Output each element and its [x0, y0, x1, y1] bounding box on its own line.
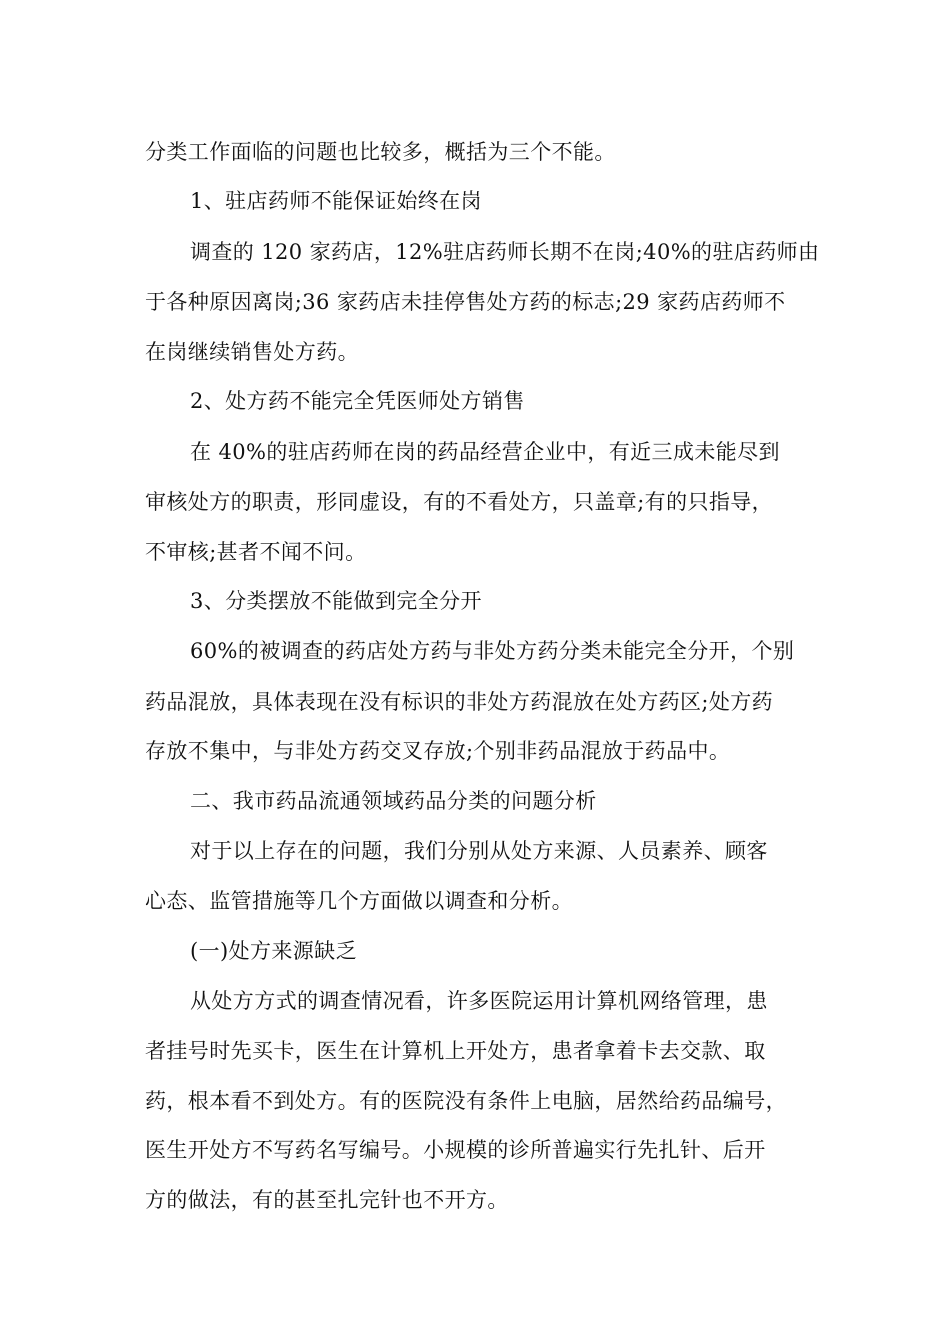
text-line: 不审核;甚者不闻不问。 [145, 540, 367, 564]
text-line: 者挂号时先买卡，医生在计算机上开处方，患者拿着卡去交款、取 [145, 1039, 766, 1063]
section-heading: 2、处方药不能完全凭医师处方销售 [190, 389, 525, 413]
text-line: 药品混放，具体表现在没有标识的非处方药混放在处方药区;处方药 [145, 690, 774, 714]
section-heading: 3、分类摆放不能做到完全分开 [190, 589, 482, 613]
text-line: 方的做法，有的甚至扎完针也不开方。 [145, 1188, 509, 1212]
text-line: 调查的 120 家药店，12%驻店药师长期不在岗;40%的驻店药师由 [190, 240, 820, 264]
text-line: 分类工作面临的问题也比较多，概括为三个不能。 [145, 140, 616, 164]
text-line: 心态、监管措施等几个方面做以调查和分析。 [145, 889, 573, 913]
text-line: 60%的被调查的药店处方药与非处方药分类未能完全分开，个别 [190, 639, 795, 663]
section-heading: 1、驻店药师不能保证始终在岗 [190, 189, 482, 213]
section-heading: 二、我市药品流通领域药品分类的问题分析 [190, 789, 597, 813]
text-line: 对于以上存在的问题，我们分别从处方来源、人员素养、顾客 [190, 839, 768, 863]
text-line: 审核处方的职责，形同虚设，有的不看处方，只盖章;有的只指导， [145, 490, 774, 514]
text-line: 在 40%的驻店药师在岗的药品经营企业中，有近三成未能尽到 [190, 440, 780, 464]
text-line: 医生开处方不写药名写编号。小规模的诊所普遍实行先扎针、后开 [145, 1138, 766, 1162]
text-line: 在岗继续销售处方药。 [145, 340, 359, 364]
text-line: 从处方方式的调查情况看，许多医院运用计算机网络管理，患 [190, 989, 768, 1013]
section-heading: (一)处方来源缺乏 [190, 939, 357, 963]
text-line: 存放不集中，与非处方药交叉存放;个别非药品混放于药品中。 [145, 739, 731, 763]
text-line: 于各种原因离岗;36 家药店未挂停售处方药的标志;29 家药店药师不 [145, 290, 786, 314]
text-line: 药，根本看不到处方。有的医院没有条件上电脑，居然给药品编号， [145, 1089, 787, 1113]
